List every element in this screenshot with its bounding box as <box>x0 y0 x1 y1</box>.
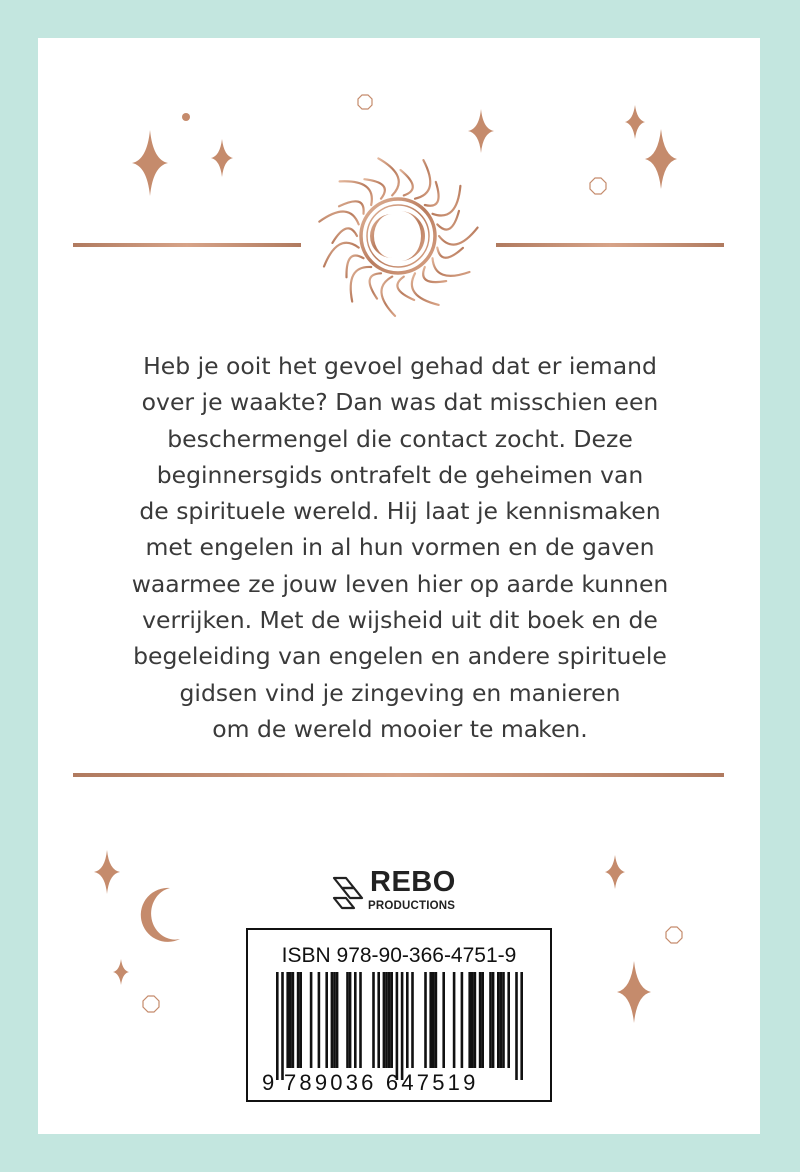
barcode-bar <box>435 972 438 1068</box>
barcode-bar <box>336 972 339 1068</box>
publisher-logo <box>330 866 480 918</box>
sparkle-icon <box>614 959 654 1025</box>
sun-ray <box>381 277 395 316</box>
blurb-line: om de wereld mooier te maken. <box>212 714 588 743</box>
isbn-label: ISBN 978-90-366-4751-9 <box>281 944 517 967</box>
blurb-line: beginnersgids ontrafelt de geheimen van <box>156 460 644 489</box>
barcode-bar <box>468 972 471 1068</box>
dot-icon <box>141 994 161 1014</box>
barcode-bar <box>377 972 380 1068</box>
barcode-bar <box>401 972 404 1080</box>
barcode-bar <box>318 972 321 1068</box>
sparkle-icon <box>93 849 121 895</box>
barcode-bar <box>383 972 386 1068</box>
barcode-bar <box>388 972 391 1068</box>
isbn-barcode <box>246 928 552 1102</box>
sparkle-icon <box>604 854 626 890</box>
dot-icon <box>664 925 684 945</box>
blurb-line: over je waakte? Dan was dat misschien een <box>141 388 659 417</box>
barcode-bar <box>479 972 482 1068</box>
barcode-bar <box>515 972 518 1080</box>
barcode-bar <box>432 972 435 1068</box>
barcode-bar <box>333 972 336 1068</box>
barcode-bar <box>520 972 523 1080</box>
barcode-bar <box>481 972 484 1068</box>
blurb-line: Heb je ooit het gevoel gehad dat er iemand <box>143 352 657 380</box>
dot-icon <box>356 93 374 111</box>
barcode-bar <box>286 972 289 1068</box>
barcode-digits: 789036 647519 <box>284 1070 479 1095</box>
barcode-bar <box>500 972 503 1068</box>
sparkle-icon <box>210 138 234 178</box>
barcode-bar <box>331 972 334 1068</box>
sun-ray <box>415 160 430 199</box>
barcode-bar <box>502 972 505 1068</box>
barcode-bar <box>424 972 427 1068</box>
sun-ray <box>370 273 381 298</box>
sun-ray <box>351 267 372 302</box>
barcode-bar <box>359 972 362 1068</box>
barcode-bar <box>299 972 302 1068</box>
sun-ray <box>319 212 358 225</box>
blurb-line: waarmee ze jouw leven hier op aarde kunnen <box>131 569 669 598</box>
barcode-bar <box>346 972 349 1068</box>
sparkle-icon <box>111 958 131 986</box>
barcode-bar <box>310 972 313 1068</box>
barcode-bar <box>471 972 474 1068</box>
barcode-bar <box>276 972 279 1080</box>
blurb-line: met engelen in al hun vormen en de gaven <box>145 533 655 562</box>
barcode-bar <box>442 972 445 1068</box>
barcode-bar <box>390 972 393 1068</box>
blurb-line: gidsen vind je zingeving en manieren <box>179 678 621 707</box>
barcode-bar <box>461 972 464 1068</box>
sparkle-icon <box>130 128 170 198</box>
top-rule-right <box>496 243 724 247</box>
barcode-bar <box>492 972 495 1068</box>
crescent-moon-icon <box>140 885 190 945</box>
barcode-bar <box>325 972 328 1068</box>
bottom-rule <box>73 773 724 777</box>
publisher-subtitle: PRODUCTIONS <box>368 900 456 912</box>
barcode-bar <box>292 972 295 1068</box>
sun-ray <box>433 186 461 216</box>
publisher-name: REBO <box>370 866 456 898</box>
rebo-logo-icon <box>330 870 370 914</box>
sparkle-icon <box>643 128 679 190</box>
sun-ray <box>401 170 413 195</box>
barcode-bar <box>372 972 375 1068</box>
sun-ray <box>433 258 470 276</box>
barcode-bar <box>453 972 456 1068</box>
blurb-line: verrijken. Met de wijsheid uit dit boek en de <box>142 606 658 635</box>
dot-icon <box>180 111 192 123</box>
top-rule-left <box>73 243 301 247</box>
barcode-bar <box>406 972 409 1068</box>
sun-moon-icon <box>313 151 483 321</box>
blurb-line: begeleiding van engelen en andere spirituele <box>133 642 667 671</box>
sun-ray <box>437 248 463 258</box>
barcode-bar <box>297 972 300 1068</box>
blurb-line: beschermengel die contact zocht. Deze <box>167 424 633 453</box>
barcode-bar <box>507 972 510 1068</box>
barcode-bar <box>497 972 500 1068</box>
dot-icon <box>588 176 608 196</box>
barcode-bar <box>289 972 292 1068</box>
barcode-bar <box>411 972 414 1068</box>
barcode-bar <box>396 972 399 1080</box>
barcode-bar <box>385 972 388 1068</box>
barcode-bar <box>349 972 352 1068</box>
barcode-bar <box>281 972 284 1080</box>
barcode-bar <box>489 972 492 1068</box>
sun-ray <box>378 158 398 195</box>
barcode-bar <box>429 972 432 1068</box>
blurb-line: de spirituele wereld. Hij laat je kennismaken <box>139 497 661 526</box>
barcode-first-digit: 9 <box>262 1070 275 1095</box>
barcode-bar <box>354 972 357 1068</box>
barcode-bar <box>474 972 477 1068</box>
sun-ray <box>332 228 357 243</box>
sparkle-icon <box>467 108 495 154</box>
back-cover-blurb <box>0 348 800 747</box>
